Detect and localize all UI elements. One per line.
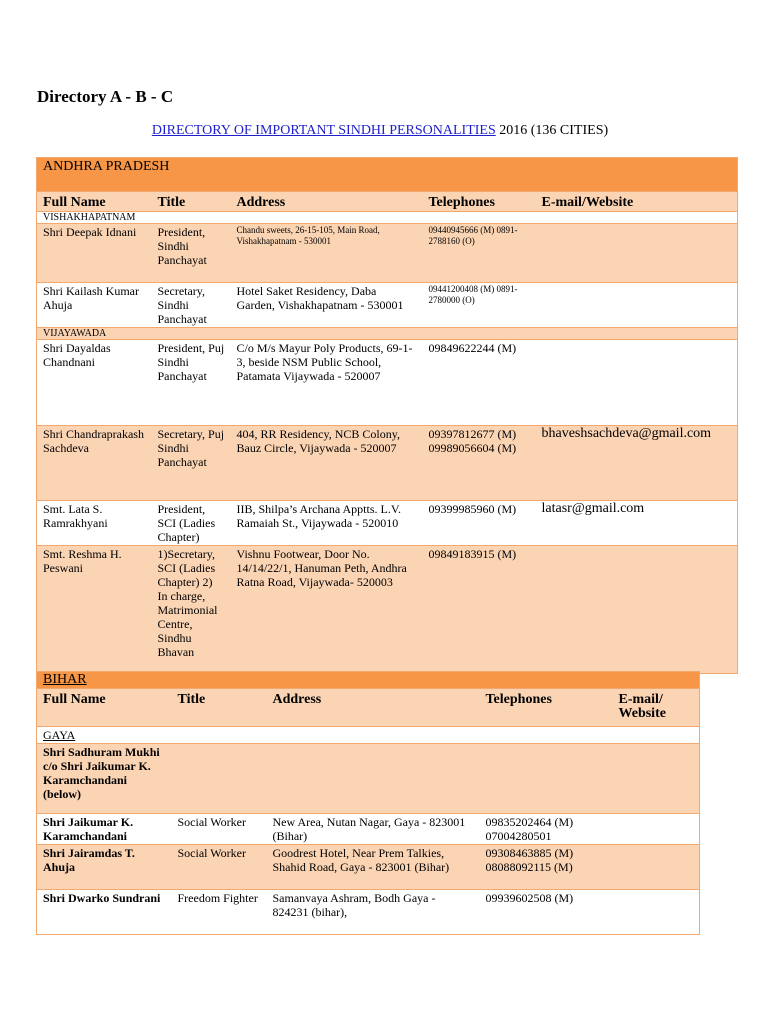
table-row <box>37 501 738 546</box>
directory-subtitle <box>0 123 760 139</box>
person-title: Secretary, Sindhi Panchayat <box>152 283 231 328</box>
state-header-row <box>37 672 700 689</box>
col-address: Address <box>231 192 423 212</box>
person-title: President, SCI (Ladies Chapter) <box>152 501 231 546</box>
table-row <box>37 283 738 328</box>
table-row <box>37 224 738 283</box>
person-name: Smt. Reshma H. Peswani <box>37 546 152 674</box>
person-phone: 09835202464 (M) 07004280501 <box>480 814 613 845</box>
person-email <box>613 744 700 814</box>
person-email <box>536 283 738 328</box>
column-header-row <box>37 689 700 727</box>
person-name: Shri Dayaldas Chandnani <box>37 340 152 426</box>
person-address: IIB, Shilpa’s Archana Apptts. L.V. Ramaiah St., Vijaywada - 520010 <box>231 501 423 546</box>
person-title <box>172 744 267 814</box>
person-email[interactable]: latasr@gmail.com <box>536 501 738 546</box>
person-phone: 09308463885 (M) 08088092115 (M) <box>480 845 613 890</box>
person-address <box>267 744 480 814</box>
col-title: Title <box>152 192 231 212</box>
person-email <box>536 224 738 283</box>
directory-link[interactable]: DIRECTORY OF IMPORTANT SINDHI PERSONALITIES <box>151 123 496 138</box>
person-title: President, Sindhi Panchayat <box>152 224 231 283</box>
person-email[interactable]: bhaveshsachdeva@gmail.com <box>536 426 738 501</box>
person-address: Chandu sweets, 26-15-105, Main Road, Vishakhapatnam - 530001 <box>231 224 423 283</box>
person-name: Shri Kailash Kumar Ahuja <box>37 283 152 328</box>
person-phone: 09399985960 (M) <box>423 501 536 546</box>
city-row <box>37 212 738 224</box>
table-row <box>37 845 700 890</box>
person-title: 1)Secretary, SCI (Ladies Chapter) 2) In charge, Matrimonial Centre, Sindhu Bhavan <box>152 546 231 674</box>
person-name: Shri Dwarko Sundrani <box>37 890 172 935</box>
person-name: Shri Deepak Idnani <box>37 224 152 283</box>
person-name: Shri Jaikumar K. Karamchandani <box>37 814 172 845</box>
person-phone: 09849622244 (M) <box>423 340 536 426</box>
table-row <box>37 890 700 935</box>
city-row <box>37 727 700 744</box>
col-telephones: Telephones <box>480 689 613 727</box>
person-phone: 09939602508 (M) <box>480 890 613 935</box>
state-name: ANDHRA PRADESH <box>37 158 738 192</box>
person-name: Shri Jairamdas T. Ahuja <box>37 845 172 890</box>
person-title: Secretary, Puj Sindhi Panchayat <box>152 426 231 501</box>
person-email <box>613 845 700 890</box>
table-row <box>37 426 738 501</box>
person-email <box>613 890 700 935</box>
table-row <box>37 744 700 814</box>
person-title: Social Worker <box>172 814 267 845</box>
person-phone: 09397812677 (M) 09989056604 (M) <box>423 426 536 501</box>
col-telephones: Telephones <box>423 192 536 212</box>
col-full-name: Full Name <box>37 192 152 212</box>
person-name: Smt. Lata S. Ramrakhyani <box>37 501 152 546</box>
person-email <box>536 546 738 674</box>
column-header-row <box>37 192 738 212</box>
state-header-row <box>37 158 738 192</box>
table-row <box>37 546 738 674</box>
col-email: E-mail/Website <box>536 192 738 212</box>
person-address: 404, RR Residency, NCB Colony, Bauz Circle, Vijaywada - 520007 <box>231 426 423 501</box>
person-title: Social Worker <box>172 845 267 890</box>
person-address: Samanvaya Ashram, Bodh Gaya - 824231 (bihar), <box>267 890 480 935</box>
person-phone: 09440945666 (M) 0891-2788160 (O) <box>423 224 536 283</box>
bihar-table <box>36 671 700 935</box>
andhra-pradesh-table <box>36 157 738 674</box>
person-phone: 09441200408 (M) 0891-2780000 (O) <box>423 283 536 328</box>
person-email <box>613 814 700 845</box>
city-name: VISHAKHAPATNAM <box>37 212 738 224</box>
person-title: President, Puj Sindhi Panchayat <box>152 340 231 426</box>
person-phone <box>480 744 613 814</box>
city-name: VIJAYAWADA <box>37 328 738 340</box>
person-name: Shri Chandraprakash Sachdeva <box>37 426 152 501</box>
city-row <box>37 328 738 340</box>
person-address: Vishnu Footwear, Door No. 14/14/22/1, Hanuman Peth, Andhra Ratna Road, Vijaywada- 520003 <box>231 546 423 674</box>
person-title: Freedom Fighter <box>172 890 267 935</box>
state-name: BIHAR <box>43 672 87 687</box>
person-address: Hotel Saket Residency, Daba Garden, Vishakhapatnam - 530001 <box>231 283 423 328</box>
table-row <box>37 814 700 845</box>
col-email: E-mail/ Website <box>613 689 700 727</box>
person-address: Goodrest Hotel, Near Prem Talkies, Shahid Road, Gaya - 823001 (Bihar) <box>267 845 480 890</box>
table-row <box>37 340 738 426</box>
directory-subtitle-rest: 2016 (136 CITIES) <box>499 123 609 138</box>
person-address: C/o M/s Mayur Poly Products, 69-1-3, beside NSM Public School, Patamata Vijaywada - 520007 <box>231 340 423 426</box>
col-full-name: Full Name <box>37 689 172 727</box>
city-name: GAYA <box>43 728 76 742</box>
person-email <box>536 340 738 426</box>
person-address: New Area, Nutan Nagar, Gaya - 823001 (Bihar) <box>267 814 480 845</box>
person-name: Shri Sadhuram Mukhi c/o Shri Jaikumar K. Karamchandani (below) <box>37 744 172 814</box>
col-title: Title <box>172 689 267 727</box>
page-title: Directory A - B - C <box>37 87 174 106</box>
col-address: Address <box>267 689 480 727</box>
person-phone: 09849183915 (M) <box>423 546 536 674</box>
